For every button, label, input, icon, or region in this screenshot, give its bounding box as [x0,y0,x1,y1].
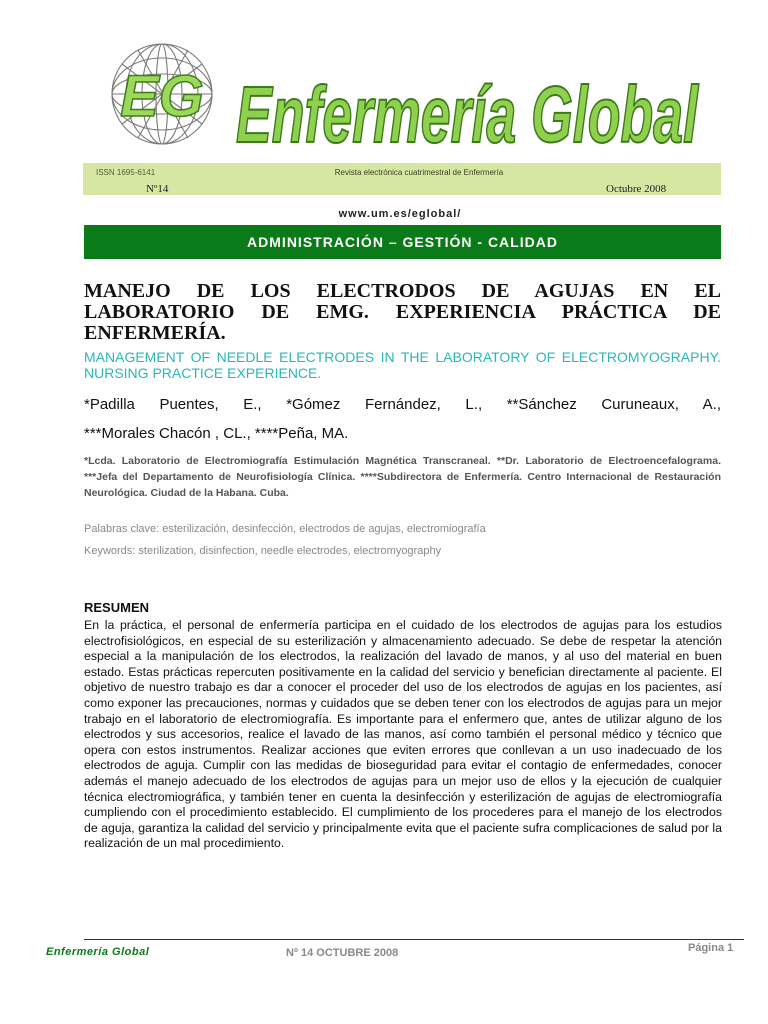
author-affiliations: *Lcda. Laboratorio de Electromiografía Estimulación Magnética Transcraneal. **Dr. Laboratorio de Electroencefalograma. ***Jefa del Departamento de Neurofisiología Clínica. ****Subdirectora de Enfermería. Centro Internacional de Restauración Neurológica. Ciudad de la Habana. Cuba. [84,455,721,499]
issue-date: Octubre 2008 [606,183,667,195]
issn-label: ISSN 1695-6141 [96,168,156,177]
footer-page-number: Página 1 [688,942,734,954]
authors-line-2: ***Morales Chacón , CL., ****Peña, MA. [84,425,349,442]
keywords-es: Palabras clave: esterilización, desinfección, electrodos de agujas, electromiografía [84,523,486,535]
abstract-body: En la práctica, el personal de enfermería participa en el cuidado de los electrodos de agujas para los estudios electrofisiológicos, en especial de su esterilización y almacenamiento adecuado. Se debe de respetar la atención especial a la manipulación de los electrodos, la realización del lavado de manos, y al uso del material en buen estado. Estas prácticas repercuten positivamente en la calidad del servicio y benefician directamente al paciente. El objetivo de nuestro trabajo es dar a conocer el proceder del uso de los electrodos de agujas en los pacientes, así como exponer las precauciones, normas y cuidados que se deben tener con los electrodos de agujas para un mejor trabajo en el laboratorio de electromiografía. Es importante para el enfermero que, antes de utilizar alguno de los electrodos y sus accesorios, realice el lavado de las manos, así como también el personal médico y técnico que opera con estos instrumentos. Realizar acciones que eviten errores que conllevan a un uso inadecuado de los electrodos de aguja. Cumplir con las medidas de bioseguridad para evitar el contagio de enfermedades, conocer además el manejo adecuado de los electrodos de agujas para un mejor uso de ellos y la ejecución de cualquier técnica electromiográfica, y también tener en cuenta la desinfección y esterilización de agujas de electromiografía cumpliendo con el procedimiento establecido. El cumplimiento de los procederes para el manejo de los electrodos de aguja, garantiza la calidad del servicio y principalmente evita que el paciente sufra complicaciones de salud por la realización de un mal procedimiento. [84,618,722,851]
footer-issue: Nº 14 OCTUBRE 2008 [286,947,399,959]
footer-divider [84,939,744,940]
globe-logo [108,40,216,148]
journal-url[interactable]: www.um.es/eglobal/ [338,208,462,220]
article-title-es: MANEJO DE LOS ELECTRODOS DE AGUJAS EN EL LABORATORIO DE EMG. EXPERIENCIA PRÁCTICA DE ENFERMERÍA. [84,280,721,344]
issue-number: Nº14 [146,183,169,195]
brand-wordmark [232,42,702,162]
keywords-en: Keywords: sterilization, disinfection, needle electrodes, electromyography [84,545,442,557]
abstract-heading: RESUMEN [84,600,150,615]
footer-brand: Enfermería Global [46,946,150,958]
brand-title: Enfermería Global [236,70,700,159]
article-title-en: MANAGEMENT OF NEEDLE ELECTRODES IN THE LABORATORY OF ELECTROMYOGRAPHY. NURSING PRACTICE EXPERIENCE. [84,349,721,381]
section-heading: ADMINISTRACIÓN – GESTIÓN - CALIDAD [84,225,721,259]
logo-initials: EG [120,64,204,129]
journal-tagline: Revista electrónica cuatrimestral de Enfermería [334,168,504,177]
authors-line-1: *Padilla Puentes, E., *Gómez Fernández, L., **Sánchez Curuneaux, A., [84,396,721,413]
